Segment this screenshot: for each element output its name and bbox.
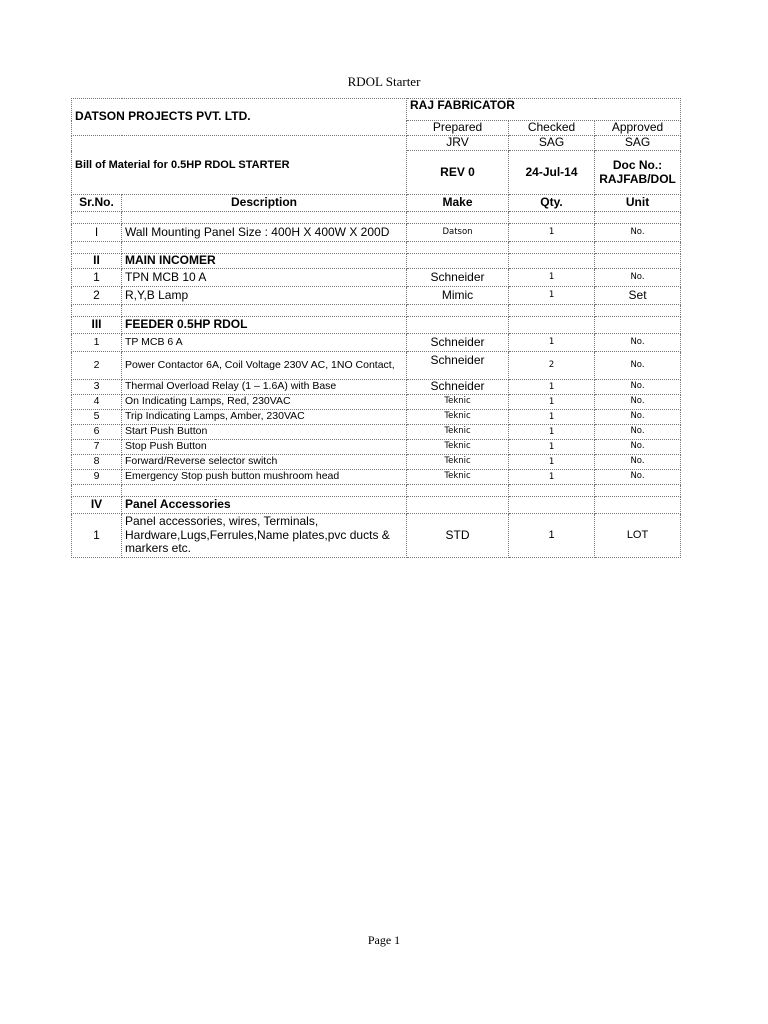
section-header-row: [72, 317, 681, 334]
approved-by: SAG: [595, 136, 681, 151]
table-row: [72, 269, 681, 287]
row-number: 6: [72, 425, 122, 440]
bill-of-material-table: [71, 98, 680, 558]
checked-by: SAG: [509, 136, 595, 151]
row-make: Schneider: [407, 334, 509, 352]
row-unit: No.: [595, 440, 681, 455]
row-number: 2: [72, 287, 122, 305]
row-qty: 2: [509, 352, 595, 380]
row-number: 7: [72, 440, 122, 455]
row-make: STD: [407, 514, 509, 558]
section-header-row: [72, 497, 681, 514]
checked-label: Checked: [509, 121, 595, 136]
row-number: 1: [72, 334, 122, 352]
row-qty: 1: [509, 269, 595, 287]
document-title: RDOL Starter: [347, 74, 421, 89]
row-qty: 1: [509, 440, 595, 455]
row-number: 3: [72, 380, 122, 395]
section-title: MAIN INCOMER: [122, 254, 407, 269]
section-number: II: [72, 254, 122, 269]
table-row: [72, 514, 681, 558]
doc-number: [595, 151, 681, 195]
row-unit: LOT: [595, 514, 681, 558]
row-unit: No.: [595, 395, 681, 410]
row-description: Stop Push Button: [122, 440, 407, 455]
revision: REV 0: [407, 151, 509, 195]
table-row: [72, 395, 681, 410]
doc-no-value: RAJFAB/DOL: [599, 171, 676, 186]
row-number: 9: [72, 470, 122, 485]
section-header-row: [72, 254, 681, 269]
row-unit: Set: [595, 287, 681, 305]
row-qty: 1: [509, 224, 595, 242]
row-number: 4: [72, 395, 122, 410]
row-qty: 1: [509, 514, 595, 558]
row-unit: No.: [595, 470, 681, 485]
row-description: Power Contactor 6A, Coil Voltage 230V AC, 1NO Contact,: [122, 352, 407, 380]
row-number: 1: [72, 269, 122, 287]
row-unit: No.: [595, 455, 681, 470]
row-unit: No.: [595, 334, 681, 352]
row-qty: 1: [509, 410, 595, 425]
prepared-label: Prepared: [407, 121, 509, 136]
approved-label: Approved: [595, 121, 681, 136]
table-row: [72, 455, 681, 470]
row-make: Teknic: [407, 425, 509, 440]
row-number: 2: [72, 352, 122, 380]
section-title: Panel Accessories: [122, 497, 407, 514]
row-qty: 1: [509, 334, 595, 352]
description-line: markers etc.: [125, 541, 192, 556]
table-row: [72, 470, 681, 485]
col-make: Make: [407, 195, 509, 212]
row-make: Teknic: [407, 395, 509, 410]
row-description: Thermal Overload Relay (1 – 1.6A) with Base: [122, 380, 407, 395]
row-description: TPN MCB 10 A: [122, 269, 407, 287]
row-qty: 1: [509, 425, 595, 440]
revision-date: 24-Jul-14: [509, 151, 595, 195]
row-unit: No.: [595, 224, 681, 242]
table-row: [72, 380, 681, 395]
table-row: [72, 440, 681, 455]
row-description: Forward/Reverse selector switch: [122, 455, 407, 470]
table-row: [72, 410, 681, 425]
description-line: Hardware,Lugs,Ferrules,Name plates,pvc ducts &: [125, 527, 390, 542]
page-number: Page 1: [367, 933, 401, 947]
table-row: [72, 224, 681, 242]
row-qty: 1: [509, 287, 595, 305]
column-header-row: [72, 195, 681, 212]
col-description: Description: [122, 195, 407, 212]
row-make: Schneider: [407, 380, 509, 395]
description-line: Panel accessories, wires, Terminals,: [125, 514, 319, 529]
row-make: Datson: [407, 224, 509, 242]
row-description: TP MCB 6 A: [122, 334, 407, 352]
row-make: Mimic: [407, 287, 509, 305]
row-number: 8: [72, 455, 122, 470]
table-row: [72, 334, 681, 352]
row-make: Schneider: [407, 352, 509, 380]
row-description: Wall Mounting Panel Size : 400H X 400W X 200D: [122, 224, 407, 242]
row-qty: 1: [509, 380, 595, 395]
row-qty: 1: [509, 395, 595, 410]
row-unit: No.: [595, 425, 681, 440]
row-description: Emergency Stop push button mushroom head: [122, 470, 407, 485]
row-qty: 1: [509, 455, 595, 470]
row-description: [122, 514, 407, 558]
row-unit: No.: [595, 380, 681, 395]
prepared-by: JRV: [407, 136, 509, 151]
section-number: III: [72, 317, 122, 334]
row-make: Schneider: [407, 269, 509, 287]
row-description: On Indicating Lamps, Red, 230VAC: [122, 395, 407, 410]
doc-no-label: Doc No.:: [612, 158, 663, 173]
row-description: Trip Indicating Lamps, Amber, 230VAC: [122, 410, 407, 425]
row-description: Start Push Button: [122, 425, 407, 440]
row-unit: No.: [595, 269, 681, 287]
row-number: 5: [72, 410, 122, 425]
bom-title: Bill of Material for 0.5HP RDOL STARTER: [72, 136, 407, 195]
company-name: DATSON PROJECTS PVT. LTD.: [72, 99, 407, 136]
table-row: [72, 287, 681, 305]
table-row: [72, 425, 681, 440]
section-number: I: [72, 224, 122, 242]
row-make: Teknic: [407, 410, 509, 425]
fabricator-name: RAJ FABRICATOR: [407, 99, 681, 121]
row-make: Teknic: [407, 440, 509, 455]
section-title: FEEDER 0.5HP RDOL: [122, 317, 407, 334]
col-unit: Unit: [595, 195, 681, 212]
row-number: 1: [72, 514, 122, 558]
table-row: [72, 352, 681, 380]
row-description: R,Y,B Lamp: [122, 287, 407, 305]
row-qty: 1: [509, 470, 595, 485]
row-unit: No.: [595, 410, 681, 425]
col-srno: Sr.No.: [72, 195, 122, 212]
col-qty: Qty.: [509, 195, 595, 212]
section-number: IV: [72, 497, 122, 514]
row-make: Teknic: [407, 455, 509, 470]
row-make: Teknic: [407, 470, 509, 485]
row-unit: No.: [595, 352, 681, 380]
